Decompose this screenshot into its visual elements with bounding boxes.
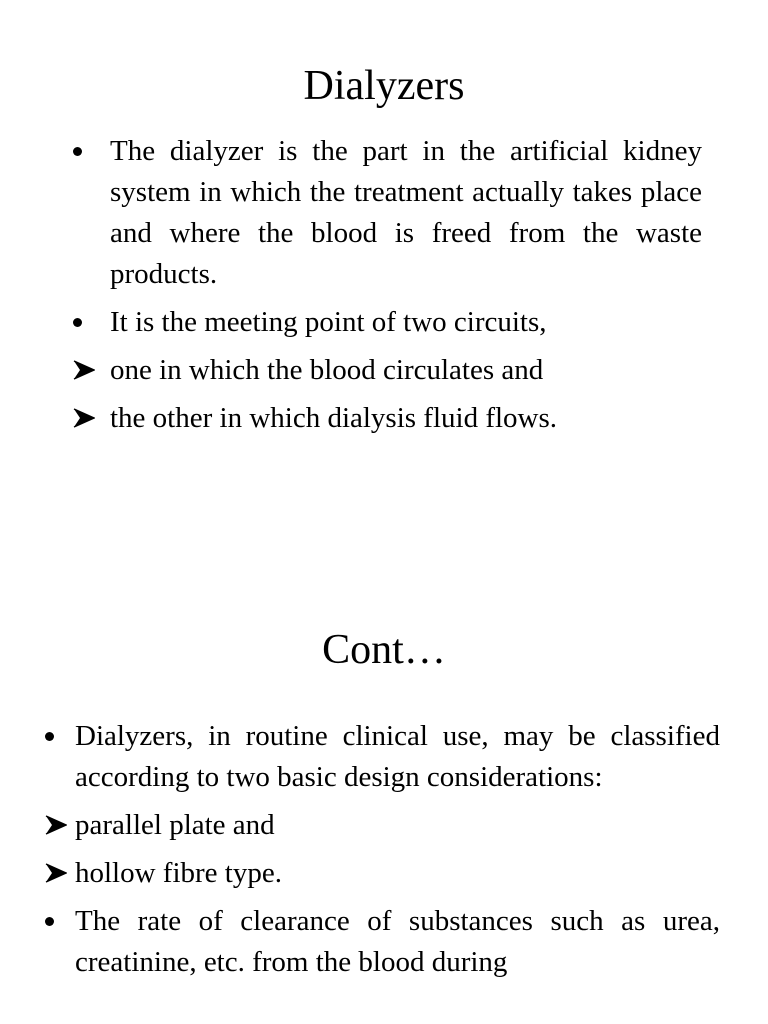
list-item <box>70 350 702 391</box>
list-item-text: the other in which dialysis fluid flows. <box>110 402 558 434</box>
list-item-text: The rate of clearance of substances such as urea, creatinine, etc. from the blood during <box>75 905 720 978</box>
list-item <box>70 398 702 439</box>
arrow-bullet-icon <box>70 398 100 439</box>
list-item-text: hollow fibre type. <box>75 857 282 889</box>
arrow-bullet-icon <box>42 853 72 894</box>
bullet-icon <box>70 131 100 172</box>
slide-title: Cont… <box>322 627 446 673</box>
bullet-icon <box>70 302 100 343</box>
list-item <box>42 716 720 798</box>
bullet-list <box>70 131 702 446</box>
list-item <box>42 853 720 894</box>
bullet-list <box>42 716 720 990</box>
bullet-icon <box>42 901 72 942</box>
list-item-text: Dialyzers, in routine clinical use, may be classified according to two basic design considerations: <box>75 720 720 793</box>
arrow-bullet-icon <box>70 350 100 391</box>
slide-title: Dialyzers <box>303 63 465 109</box>
list-item-text: parallel plate and <box>75 809 275 841</box>
list-item-text: It is the meeting point of two circuits, <box>110 306 547 338</box>
list-item <box>42 901 720 983</box>
slide-cont <box>0 560 768 1024</box>
list-item <box>70 302 702 343</box>
list-item <box>70 131 702 295</box>
arrow-bullet-icon <box>42 805 72 846</box>
list-item <box>42 805 720 846</box>
bullet-icon <box>42 716 72 757</box>
list-item-text: The dialyzer is the part in the artificial kidney system in which the treatment actually takes place and where the blood is freed from the waste products. <box>110 135 702 290</box>
list-item-text: one in which the blood circulates and <box>110 354 544 386</box>
